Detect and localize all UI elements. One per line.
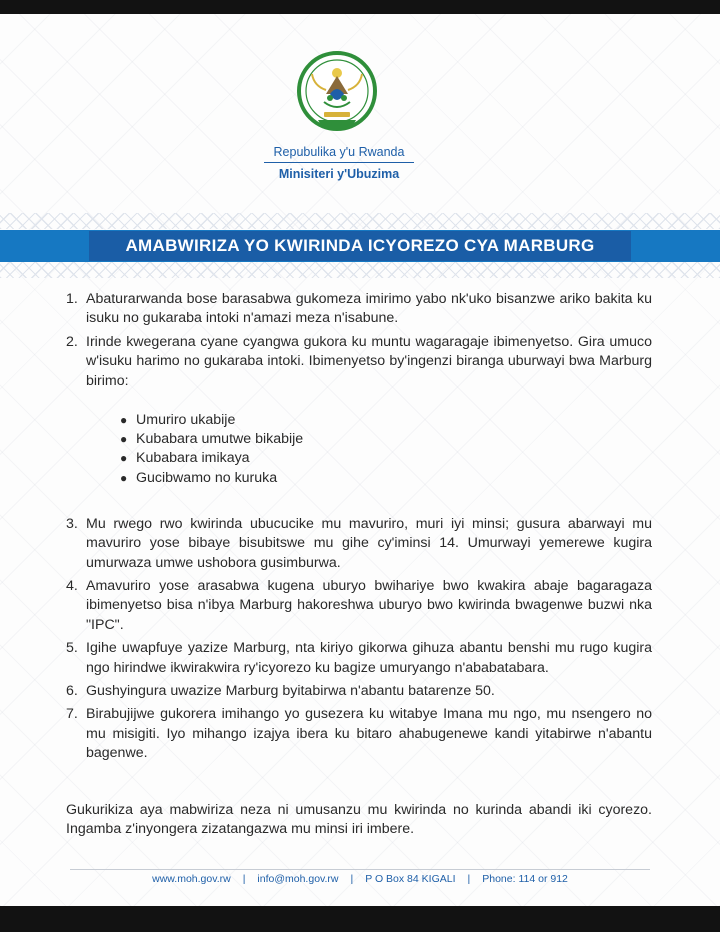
item-number: 4.: [66, 578, 78, 594]
item-text: Mu rwego rwo kwirinda ubucucike mu mavuriro, muri iyi minsi; gusura abarwayi mu mavuriro yose bibaye bisubitswe mu gihe cy'iminsi 14. Umurwayi yemerewe kugira umurwaza umwe ushobora gusimburwa.: [86, 515, 652, 571]
bullet-icon: ●: [120, 470, 128, 485]
symptom-text: Kubabara imikaya: [136, 450, 250, 467]
symptom-item: [120, 430, 652, 449]
item-text: Amavuriro yose arasabwa kugena uburyo bwihariye bwo kwakira abaje bagaragaza ibimenyetso bisa n'ibya Marburg hakoreshwa uburyo bwo kwirinda bwagenwe buzwi nka "IPC".: [86, 578, 652, 633]
item-text: Igihe uwapfuye yazize Marburg, nta kiriyo gikorwa gihuza abantu benshi mu rugo kugira ngo hirindwe ikwirakwira ry'icyorezo ku bagize umuryango n'ababatabara.: [86, 640, 652, 676]
republic-name: Repubulika y'u Rwanda: [264, 145, 414, 163]
bullet-icon: ●: [120, 413, 128, 428]
rwanda-coat-of-arms-seal: [296, 50, 378, 150]
item-text: Abaturarwanda bose barasabwa gukomeza imirimo yabo nk'uko bisanzwe ariko bakita ku isuku no gukaraba intoki n'amazi meza n'isabune.: [86, 291, 652, 327]
footer-separator: |: [242, 873, 246, 885]
symptom-item: [120, 411, 652, 430]
list-item: [66, 515, 652, 573]
item-text: Irinde kwegerana cyane cyangwa gukora ku muntu wagaragaje ibimenyetso. Gira umuco w'isuku harimo no gukaraba intoki. Ibimenyetso by'ingenzi biranga uburwayi bwa Marburg birimo:: [86, 333, 652, 389]
item-number: 3.: [66, 515, 78, 532]
item-number: 5.: [66, 640, 78, 657]
item-number: 1.: [66, 291, 78, 307]
symptoms-list: [120, 411, 652, 488]
item-text: Gushyingura uwazize Marburg byitabirwa n'abantu batarenze 50.: [86, 683, 495, 700]
closing-paragraph: Gukurikiza aya mabwiriza neza ni umusanzu mu kwirinda no kurinda abandi iki cyorezo. Ingamba z'inyongera zizatangazwa mu minsi iri imbere.: [66, 802, 652, 838]
list-item: [66, 682, 652, 701]
document-title: AMABWIRIZA YO KWIRINDA ICYOREZO CYA MARBURG: [89, 231, 631, 261]
decorative-pattern-top: [0, 213, 720, 229]
footer-divider: [70, 869, 650, 870]
list-item: [66, 333, 652, 391]
symptom-item: [120, 449, 652, 468]
document-page: [0, 14, 720, 906]
symptom-text: Umuriro ukabije: [136, 412, 236, 429]
item-text: Birabujijwe gukorera imihango yo gusezera ku witabye Imana mu ngo, mu nsengero no mu misigiti. Iyo mihango izajya ibera ku bitaro ahabugenewe kandi yitabirwe n'abantu bagenwe.: [86, 706, 652, 762]
symptom-text: Gucibwamo no kuruka: [136, 469, 278, 486]
item-number: 6.: [66, 683, 78, 700]
list-item: [66, 577, 652, 635]
bullet-icon: ●: [120, 451, 128, 466]
list-item: [66, 705, 652, 763]
symptom-text: Kubabara umutwe bikabije: [136, 431, 304, 448]
top-black-bar: [0, 0, 720, 14]
item-number: 2.: [66, 333, 78, 350]
footer-separator: |: [467, 873, 471, 885]
bottom-black-bar: [0, 906, 720, 932]
ministry-name: Minisiteri y'Ubuzima: [278, 167, 400, 181]
list-item: [66, 639, 652, 678]
item-number: 7.: [66, 706, 78, 723]
decorative-pattern-bottom: [0, 262, 720, 278]
email-link[interactable]: info@moh.gov.rw: [257, 873, 339, 885]
footer-contacts: [0, 873, 720, 885]
po-box: P O Box 84 KIGALI: [365, 873, 456, 885]
website-link[interactable]: www.moh.gov.rw: [152, 873, 231, 885]
bullet-icon: ●: [120, 432, 128, 447]
phone-number: Phone: 114 or 912: [482, 873, 568, 885]
list-item: [66, 290, 652, 329]
footer-separator: |: [350, 873, 354, 885]
symptom-item: [120, 469, 652, 488]
guidelines-list: [66, 290, 652, 764]
